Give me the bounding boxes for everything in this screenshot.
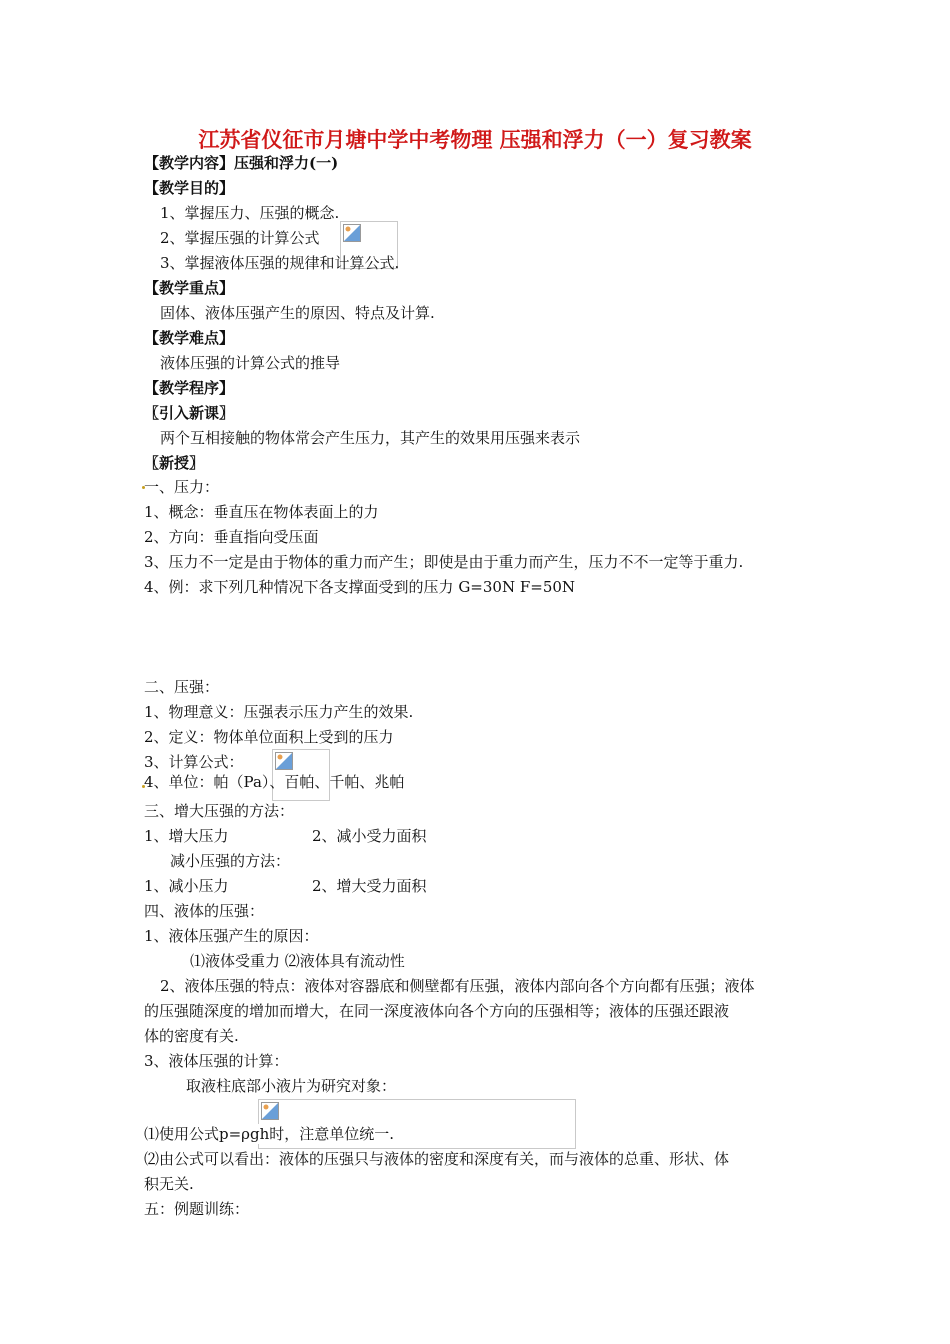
broken-image-icon <box>261 1102 279 1120</box>
teaching-content: 【教学内容】压强和浮力(一) <box>144 154 339 172</box>
pressure-note: 3、压力不一定是由于物体的重力而产生；即使是由于重力而产生，压力不不一定等于重力. <box>144 553 744 571</box>
formula-conclusion-1: ⑵由公式可以看出：液体的压强只与液体的密度和深度有关，而与液体的总重、形状、体 <box>144 1150 730 1168</box>
pressure-concept: 1、概念：垂直压在物体表面上的力 <box>144 503 379 521</box>
goal-1: 1、掌握压力、压强的概念. <box>160 204 340 222</box>
decrease-method-2: 2、增大受力面积 <box>312 877 427 895</box>
intro-heading: 〖引入新课〗 <box>144 404 235 422</box>
definition: 2、定义：物体单位面积上受到的压力 <box>144 728 394 746</box>
formula-conclusion-2: 积无关. <box>144 1175 194 1193</box>
broken-image-icon <box>343 224 361 242</box>
page-title: 江苏省仪征市月塘中学中考物理 压强和浮力（一）复习教案 <box>198 128 752 152</box>
physical-meaning: 1、物理意义：压强表示压力产生的效果. <box>144 703 414 721</box>
liquid-features-1: 2、液体压强的特点：液体对容器底和侧壁都有压强，液体内部向各个方向都有压强；液体 <box>160 977 755 995</box>
liquid-cause-items: ⑴液体受重力 ⑵液体具有流动性 <box>190 952 405 970</box>
section-5-heading: 五：例题训练： <box>144 1200 250 1218</box>
teaching-goals-heading: 【教学目的】 <box>144 179 235 197</box>
formula-usage: ⑴使用公式p=ρgh时，注意单位统一. <box>144 1125 395 1143</box>
section-1-heading: 一、压力： <box>144 478 220 496</box>
section-4-heading: 四、液体的压强： <box>144 902 265 920</box>
difficulties-text: 液体压强的计算公式的推导 <box>160 354 341 372</box>
difficulties-heading: 【教学难点】 <box>144 329 235 347</box>
decrease-method-1: 1、减小压力 <box>144 877 229 895</box>
procedure-heading: 【教学程序】 <box>144 379 235 397</box>
broken-image-icon <box>275 752 293 770</box>
liquid-calc-object: 取液柱底部小液片为研究对象： <box>186 1077 397 1095</box>
key-points-heading: 【教学重点】 <box>144 279 235 297</box>
goal-3: 3、掌握液体压强的规律和计算公式. <box>160 254 400 272</box>
section-2-heading: 二、压强： <box>144 678 220 696</box>
liquid-cause: 1、液体压强产生的原因： <box>144 927 319 945</box>
increase-method-1: 1、增大压力 <box>144 827 229 845</box>
goal-2: 2、掌握压强的计算公式 <box>160 229 320 247</box>
liquid-calc-heading: 3、液体压强的计算： <box>144 1052 289 1070</box>
liquid-features-2: 的压强随深度的增加而增大，在同一深度液体向各个方向的压强相等；液体的压强还跟液 <box>144 1002 730 1020</box>
key-points-text: 固体、液体压强产生的原因、特点及计算. <box>160 304 435 322</box>
decrease-heading: 减小压强的方法： <box>170 852 291 870</box>
pressure-direction: 2、方向：垂直指向受压面 <box>144 528 319 546</box>
units: 4、单位：帕（Pa）、百帕、千帕、兆帕 <box>144 773 405 791</box>
formula-label: 3、计算公式： <box>144 753 244 771</box>
new-lesson-heading: 〖新授〗 <box>144 454 205 472</box>
intro-text: 两个互相接触的物体常会产生压力，其产生的效果用压强来表示 <box>160 429 581 447</box>
section-3-heading: 三、增大压强的方法： <box>144 802 295 820</box>
pressure-example: 4、例：求下列几种情况下各支撑面受到的压力 G=30N F=50N <box>144 578 576 596</box>
increase-method-2: 2、减小受力面积 <box>312 827 427 845</box>
liquid-features-3: 体的密度有关. <box>144 1027 239 1045</box>
